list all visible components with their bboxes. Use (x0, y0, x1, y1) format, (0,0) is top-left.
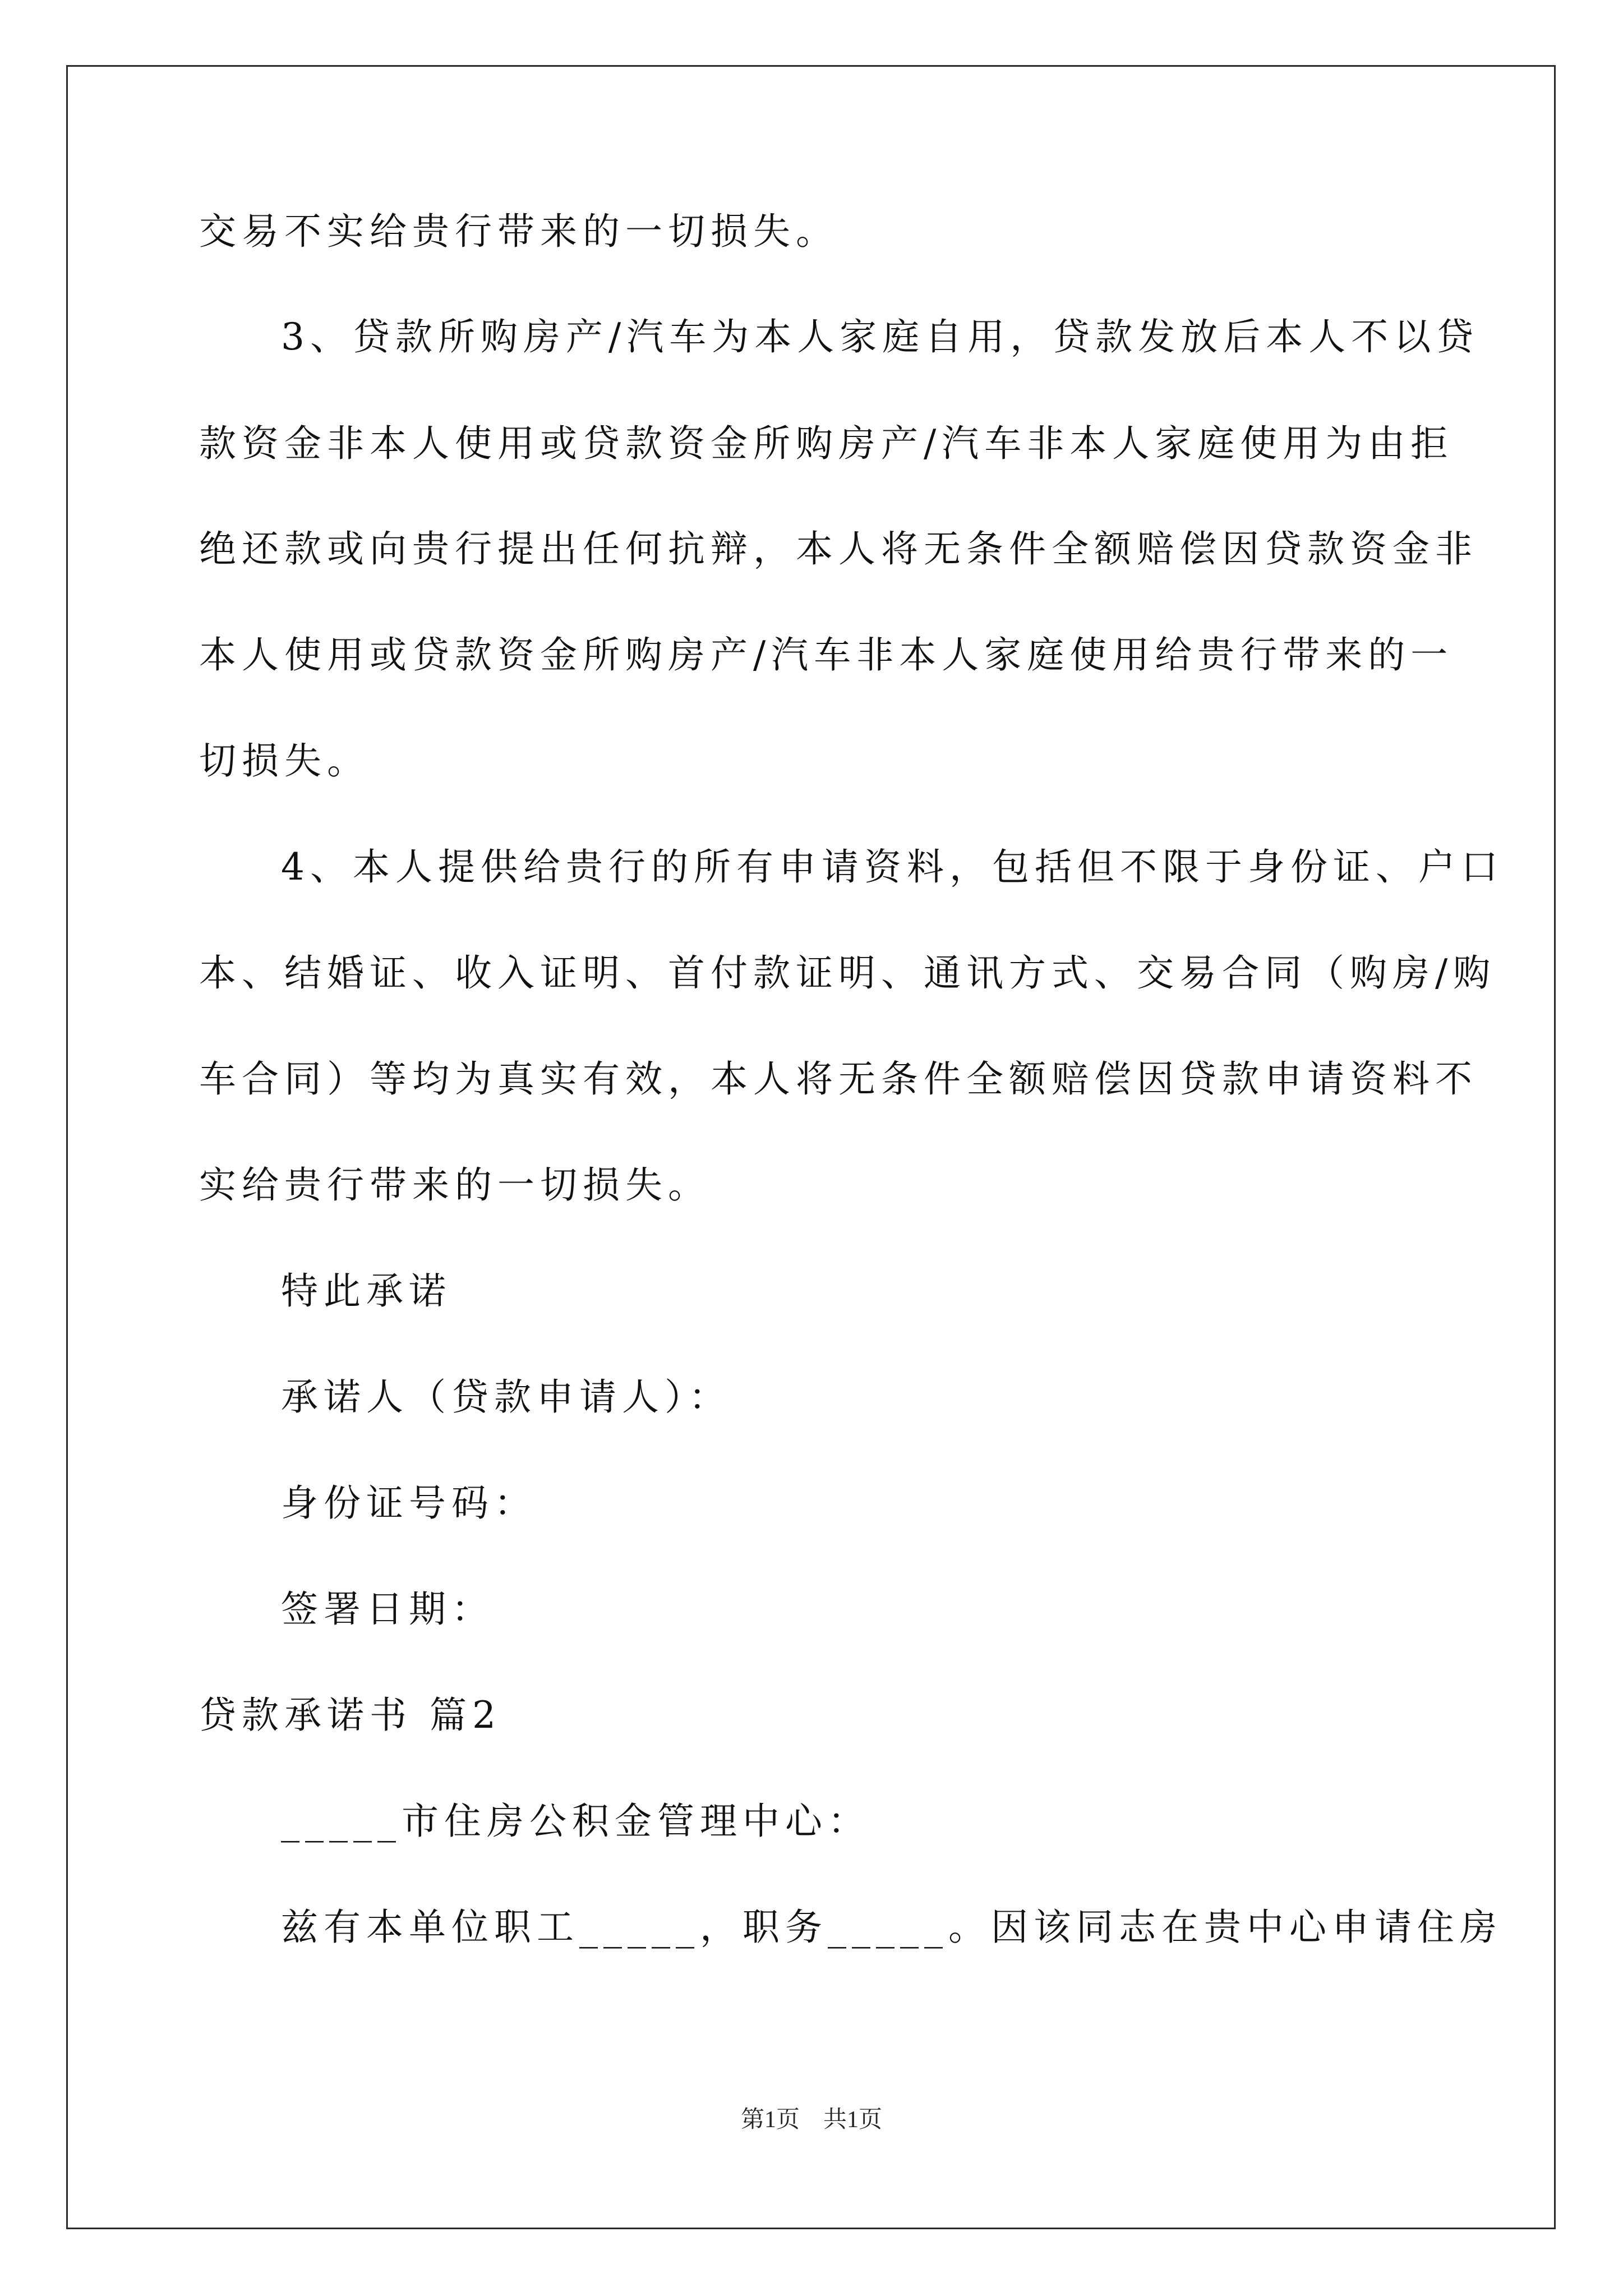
closing-statement: 特此承诺 (281, 1269, 451, 1313)
paragraph-line: 切损失。 (199, 739, 370, 783)
paragraph-line: 交易不实给贵行带来的一切损失。 (199, 210, 838, 253)
paragraph-line: 兹有本单位职工_____，职务_____。因该同志在贵中心申请住房 (281, 1906, 1502, 1949)
paragraph-line: 4、本人提供给贵行的所有申请资料，包括但不限于身份证、户口 (281, 845, 1504, 889)
paragraph-line: 车合同）等均为真实有效，本人将无条件全额赔偿因贷款申请资料不 (199, 1057, 1478, 1101)
paragraph-line: 绝还款或向贵行提出任何抗辩，本人将无条件全额赔偿因贷款资金非 (199, 527, 1478, 570)
paragraph-line: 款资金非本人使用或贷款资金所购房产/汽车非本人家庭使用为由拒 (199, 422, 1454, 465)
paragraph-line: 3、贷款所购房产/汽车为本人家庭自用，贷款发放后本人不以贷 (281, 315, 1479, 358)
id-number-label: 身份证号码： (281, 1481, 537, 1525)
page-footer: 第1页 共1页 (740, 2107, 882, 2133)
signatory-label: 承诺人（贷款申请人）： (281, 1375, 731, 1419)
addressee-line: _____市住房公积金管理中心： (281, 1800, 870, 1843)
page-border (66, 65, 1556, 2229)
section-heading: 贷款承诺书 篇2 (199, 1694, 501, 1737)
paragraph-line: 本、结婚证、收入证明、首付款证明、通讯方式、交易合同（购房/购 (199, 951, 1496, 995)
paragraph-line: 本人使用或贷款资金所购房产/汽车非本人家庭使用给贵行带来的一 (199, 633, 1454, 677)
signing-date-label: 签署日期： (281, 1588, 494, 1631)
paragraph-line: 实给贵行带来的一切损失。 (199, 1163, 711, 1207)
